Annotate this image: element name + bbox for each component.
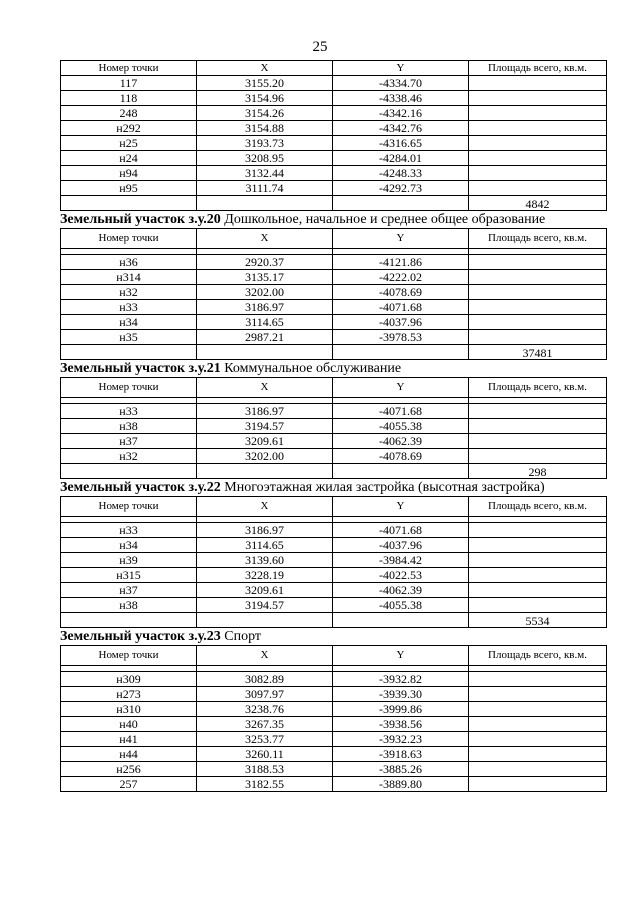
x-coordinate-cell: 3209.61 — [197, 583, 333, 598]
header-point-number: Номер точки — [61, 497, 197, 517]
area-cell — [469, 181, 607, 196]
area-cell — [469, 598, 607, 613]
table-row — [61, 315, 607, 330]
y-coordinate-cell: -3885.26 — [333, 762, 469, 777]
point-number-cell: н39 — [61, 553, 197, 568]
x-coordinate-cell: 3111.74 — [197, 181, 333, 196]
section-heading-parcel-id: Земельный участок з.у.21 — [60, 361, 221, 376]
point-number-cell: н38 — [61, 419, 197, 434]
point-number-cell: 117 — [61, 76, 197, 91]
header-y: Y — [333, 229, 469, 249]
table-row — [61, 285, 607, 300]
point-number-cell: н37 — [61, 583, 197, 598]
coordinates-table — [60, 60, 607, 211]
document-body — [60, 60, 606, 792]
y-coordinate-cell: -3939.30 — [333, 687, 469, 702]
area-cell — [469, 583, 607, 598]
point-number-cell: н310 — [61, 702, 197, 717]
point-number-cell: н34 — [61, 315, 197, 330]
area-cell — [469, 285, 607, 300]
table-row — [61, 151, 607, 166]
empty-cell — [333, 464, 469, 479]
table-row — [61, 121, 607, 136]
table-total-row — [61, 613, 607, 628]
table-row — [61, 523, 607, 538]
x-coordinate-cell: 3193.73 — [197, 136, 333, 151]
x-coordinate-cell: 3238.76 — [197, 702, 333, 717]
area-cell — [469, 747, 607, 762]
empty-cell — [61, 196, 197, 211]
table-header-row — [61, 497, 607, 517]
x-coordinate-cell: 3194.57 — [197, 598, 333, 613]
y-coordinate-cell: -4292.73 — [333, 181, 469, 196]
area-cell — [469, 702, 607, 717]
header-x: X — [197, 378, 333, 398]
area-cell — [469, 538, 607, 553]
area-cell — [469, 330, 607, 345]
y-coordinate-cell: -4022.53 — [333, 568, 469, 583]
point-number-cell: н292 — [61, 121, 197, 136]
header-point-number: Номер точки — [61, 229, 197, 249]
section-heading-parcel-id: Земельный участок з.у.20 — [60, 212, 221, 227]
coordinates-table — [60, 496, 607, 628]
coordinates-table — [60, 377, 607, 479]
table-row — [61, 777, 607, 792]
area-cell — [469, 672, 607, 687]
point-number-cell: н314 — [61, 270, 197, 285]
point-number-cell: н41 — [61, 732, 197, 747]
area-cell — [469, 255, 607, 270]
y-coordinate-cell: -4055.38 — [333, 419, 469, 434]
area-cell — [469, 106, 607, 121]
section-heading-land-use: Многоэтажная жилая застройка (высотная застройка) — [220, 480, 545, 495]
point-number-cell: н40 — [61, 717, 197, 732]
empty-cell — [197, 613, 333, 628]
table-row — [61, 106, 607, 121]
x-coordinate-cell: 3097.97 — [197, 687, 333, 702]
table-row — [61, 702, 607, 717]
x-coordinate-cell: 3132.44 — [197, 166, 333, 181]
y-coordinate-cell: -4037.96 — [333, 538, 469, 553]
area-cell — [469, 404, 607, 419]
y-coordinate-cell: -4062.39 — [333, 434, 469, 449]
header-point-number: Номер точки — [61, 646, 197, 666]
table-row — [61, 538, 607, 553]
x-coordinate-cell: 3186.97 — [197, 300, 333, 315]
table-row — [61, 300, 607, 315]
y-coordinate-cell: -4071.68 — [333, 404, 469, 419]
empty-cell — [333, 613, 469, 628]
table-row — [61, 762, 607, 777]
section-heading — [60, 360, 606, 377]
x-coordinate-cell: 3186.97 — [197, 523, 333, 538]
table-row — [61, 717, 607, 732]
y-coordinate-cell: -4222.02 — [333, 270, 469, 285]
point-number-cell: 248 — [61, 106, 197, 121]
point-number-cell: н37 — [61, 434, 197, 449]
area-cell — [469, 315, 607, 330]
point-number-cell: н38 — [61, 598, 197, 613]
table-header-row — [61, 378, 607, 398]
header-total-area: Площадь всего, кв.м. — [469, 646, 607, 666]
empty-cell — [61, 613, 197, 628]
x-coordinate-cell: 3209.61 — [197, 434, 333, 449]
header-total-area: Площадь всего, кв.м. — [469, 229, 607, 249]
x-coordinate-cell: 3202.00 — [197, 285, 333, 300]
table-row — [61, 732, 607, 747]
table-row — [61, 136, 607, 151]
empty-cell — [61, 345, 197, 360]
table-row — [61, 568, 607, 583]
header-x: X — [197, 61, 333, 76]
header-total-area: Площадь всего, кв.м. — [469, 378, 607, 398]
area-cell — [469, 136, 607, 151]
area-cell — [469, 449, 607, 464]
header-y: Y — [333, 61, 469, 76]
table-row — [61, 166, 607, 181]
table-header-row — [61, 646, 607, 666]
header-point-number: Номер точки — [61, 61, 197, 76]
empty-cell — [61, 464, 197, 479]
area-cell — [469, 270, 607, 285]
y-coordinate-cell: -4037.96 — [333, 315, 469, 330]
empty-cell — [333, 196, 469, 211]
area-cell — [469, 434, 607, 449]
empty-cell — [197, 345, 333, 360]
table-header-row — [61, 61, 607, 76]
section-heading-land-use: Дошкольное, начальное и среднее общее образование — [220, 212, 546, 227]
table-header-row — [61, 229, 607, 249]
area-cell — [469, 568, 607, 583]
header-total-area: Площадь всего, кв.м. — [469, 497, 607, 517]
table-row — [61, 91, 607, 106]
header-x: X — [197, 229, 333, 249]
x-coordinate-cell: 3194.57 — [197, 419, 333, 434]
point-number-cell: н32 — [61, 449, 197, 464]
point-number-cell: н25 — [61, 136, 197, 151]
header-y: Y — [333, 497, 469, 517]
point-number-cell: 257 — [61, 777, 197, 792]
table-row — [61, 672, 607, 687]
section-heading-land-use: Коммунальное обслуживание — [220, 361, 402, 376]
x-coordinate-cell: 2987.21 — [197, 330, 333, 345]
table-row — [61, 76, 607, 91]
area-cell — [469, 777, 607, 792]
y-coordinate-cell: -4121.86 — [333, 255, 469, 270]
point-number-cell: н273 — [61, 687, 197, 702]
area-cell — [469, 419, 607, 434]
table-row — [61, 553, 607, 568]
area-cell — [469, 687, 607, 702]
area-cell — [469, 151, 607, 166]
y-coordinate-cell: -3978.53 — [333, 330, 469, 345]
y-coordinate-cell: -4248.33 — [333, 166, 469, 181]
area-cell — [469, 91, 607, 106]
y-coordinate-cell: -4338.46 — [333, 91, 469, 106]
x-coordinate-cell: 3114.65 — [197, 538, 333, 553]
empty-cell — [197, 464, 333, 479]
total-area-value: 37481 — [469, 345, 607, 360]
table-row — [61, 181, 607, 196]
table-row — [61, 598, 607, 613]
y-coordinate-cell: -3984.42 — [333, 553, 469, 568]
header-total-area: Площадь всего, кв.м. — [469, 61, 607, 76]
y-coordinate-cell: -3932.23 — [333, 732, 469, 747]
table-total-row — [61, 196, 607, 211]
header-point-number: Номер точки — [61, 378, 197, 398]
point-number-cell: н34 — [61, 538, 197, 553]
x-coordinate-cell: 3154.26 — [197, 106, 333, 121]
total-area-value: 298 — [469, 464, 607, 479]
point-number-cell: н315 — [61, 568, 197, 583]
x-coordinate-cell: 3253.77 — [197, 732, 333, 747]
y-coordinate-cell: -4062.39 — [333, 583, 469, 598]
table-row — [61, 583, 607, 598]
x-coordinate-cell: 3260.11 — [197, 747, 333, 762]
point-number-cell: н33 — [61, 300, 197, 315]
x-coordinate-cell: 3267.35 — [197, 717, 333, 732]
section-heading — [60, 479, 606, 496]
table-row — [61, 255, 607, 270]
table-row — [61, 330, 607, 345]
point-number-cell: н33 — [61, 523, 197, 538]
area-cell — [469, 523, 607, 538]
y-coordinate-cell: -4055.38 — [333, 598, 469, 613]
header-y: Y — [333, 646, 469, 666]
area-cell — [469, 717, 607, 732]
header-y: Y — [333, 378, 469, 398]
empty-cell — [333, 345, 469, 360]
x-coordinate-cell: 3139.60 — [197, 553, 333, 568]
y-coordinate-cell: -3889.80 — [333, 777, 469, 792]
y-coordinate-cell: -4342.76 — [333, 121, 469, 136]
header-x: X — [197, 497, 333, 517]
coordinates-table — [60, 228, 607, 360]
table-total-row — [61, 345, 607, 360]
y-coordinate-cell: -3999.86 — [333, 702, 469, 717]
y-coordinate-cell: -3938.56 — [333, 717, 469, 732]
table-row — [61, 404, 607, 419]
point-number-cell: 118 — [61, 91, 197, 106]
x-coordinate-cell: 3188.53 — [197, 762, 333, 777]
y-coordinate-cell: -4316.65 — [333, 136, 469, 151]
section-heading — [60, 211, 606, 228]
x-coordinate-cell: 3155.20 — [197, 76, 333, 91]
header-x: X — [197, 646, 333, 666]
table-row — [61, 434, 607, 449]
point-number-cell: н44 — [61, 747, 197, 762]
table-row — [61, 419, 607, 434]
y-coordinate-cell: -4078.69 — [333, 285, 469, 300]
empty-cell — [197, 196, 333, 211]
area-cell — [469, 76, 607, 91]
section-heading-land-use: Спорт — [220, 629, 262, 644]
area-cell — [469, 166, 607, 181]
y-coordinate-cell: -4334.70 — [333, 76, 469, 91]
y-coordinate-cell: -4342.16 — [333, 106, 469, 121]
y-coordinate-cell: -3918.63 — [333, 747, 469, 762]
area-cell — [469, 121, 607, 136]
area-cell — [469, 300, 607, 315]
table-row — [61, 270, 607, 285]
area-cell — [469, 762, 607, 777]
x-coordinate-cell: 3154.96 — [197, 91, 333, 106]
table-row — [61, 747, 607, 762]
point-number-cell: н256 — [61, 762, 197, 777]
y-coordinate-cell: -4071.68 — [333, 300, 469, 315]
y-coordinate-cell: -4071.68 — [333, 523, 469, 538]
x-coordinate-cell: 3082.89 — [197, 672, 333, 687]
point-number-cell: н94 — [61, 166, 197, 181]
total-area-value: 4842 — [469, 196, 607, 211]
point-number-cell: н35 — [61, 330, 197, 345]
x-coordinate-cell: 3208.95 — [197, 151, 333, 166]
y-coordinate-cell: -4284.01 — [333, 151, 469, 166]
point-number-cell: н95 — [61, 181, 197, 196]
x-coordinate-cell: 3202.00 — [197, 449, 333, 464]
area-cell — [469, 553, 607, 568]
point-number-cell: н32 — [61, 285, 197, 300]
total-area-value: 5534 — [469, 613, 607, 628]
page-number: 25 — [312, 39, 328, 55]
x-coordinate-cell: 3114.65 — [197, 315, 333, 330]
section-heading-parcel-id: Земельный участок з.у.23 — [60, 629, 221, 644]
section-heading-parcel-id: Земельный участок з.у.22 — [60, 480, 221, 495]
x-coordinate-cell: 3154.88 — [197, 121, 333, 136]
x-coordinate-cell: 3182.55 — [197, 777, 333, 792]
y-coordinate-cell: -3932.82 — [333, 672, 469, 687]
area-cell — [469, 732, 607, 747]
point-number-cell: н36 — [61, 255, 197, 270]
x-coordinate-cell: 2920.37 — [197, 255, 333, 270]
section-heading — [60, 628, 606, 645]
y-coordinate-cell: -4078.69 — [333, 449, 469, 464]
point-number-cell: н33 — [61, 404, 197, 419]
x-coordinate-cell: 3135.17 — [197, 270, 333, 285]
point-number-cell: н24 — [61, 151, 197, 166]
table-total-row — [61, 464, 607, 479]
coordinates-table — [60, 645, 607, 792]
x-coordinate-cell: 3186.97 — [197, 404, 333, 419]
table-row — [61, 449, 607, 464]
table-row — [61, 687, 607, 702]
point-number-cell: н309 — [61, 672, 197, 687]
x-coordinate-cell: 3228.19 — [197, 568, 333, 583]
